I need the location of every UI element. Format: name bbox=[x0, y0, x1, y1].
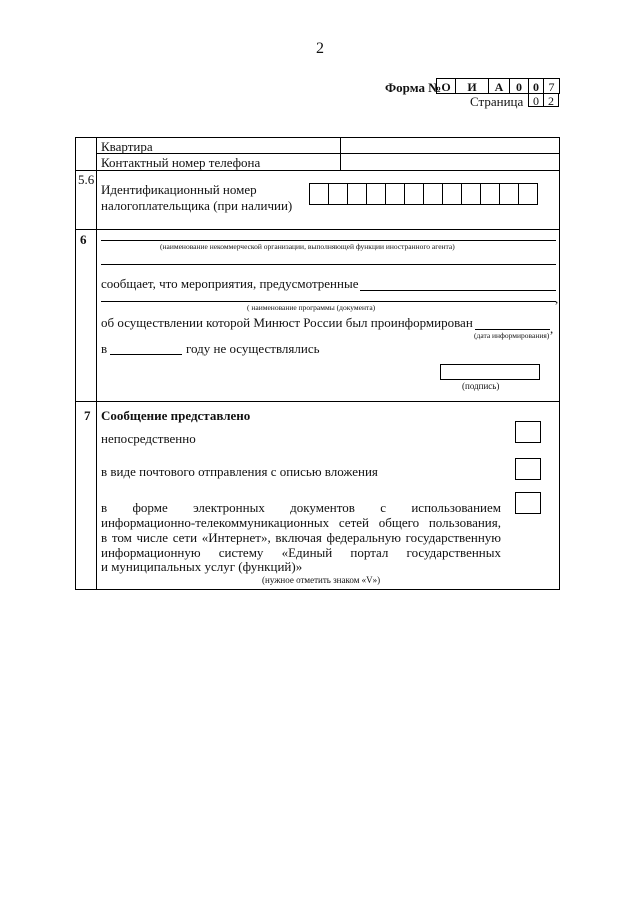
reports-text: сообщает, что мероприятия, предусмотренные bbox=[101, 276, 359, 291]
org-name-line-2[interactable] bbox=[101, 264, 556, 265]
program-line-2[interactable] bbox=[101, 301, 556, 302]
page-number: 2 bbox=[316, 40, 324, 57]
form-code-cell: О bbox=[436, 78, 456, 94]
option-electronic-line: и муниципальных услуг (функций)» bbox=[101, 559, 303, 574]
program-caption: ( наименование программы (документа) bbox=[247, 303, 376, 312]
inn-digit-cell[interactable] bbox=[461, 183, 481, 205]
inn-digit-cell[interactable] bbox=[423, 183, 443, 205]
page-cell: 0 bbox=[528, 93, 544, 107]
phone-label: Контактный номер телефона bbox=[101, 155, 261, 170]
form-code-cell: И bbox=[455, 78, 489, 94]
option-electronic-line: информационно-телекоммуникационных сетей общего пользования, bbox=[101, 515, 501, 530]
comma: , bbox=[555, 291, 559, 306]
in-prefix: в bbox=[101, 341, 108, 356]
program-line[interactable] bbox=[360, 290, 556, 291]
inn-label-line2: налогоплательщика (при наличии) bbox=[101, 198, 293, 213]
option-electronic-checkbox[interactable] bbox=[515, 492, 541, 514]
informed-text: об осуществлении которой Минюст России был проинформирован bbox=[101, 315, 473, 330]
inn-digit-cell[interactable] bbox=[385, 183, 405, 205]
option-electronic-line: в форме электронных документов с использованием bbox=[101, 500, 501, 515]
date-line[interactable] bbox=[475, 329, 550, 330]
org-caption: (наименование некоммерческой организации, выполняющей функции иностранного агента) bbox=[160, 242, 455, 251]
inn-digit-cell[interactable] bbox=[499, 183, 519, 205]
signature-caption: (подпись) bbox=[462, 381, 500, 391]
org-name-line[interactable] bbox=[101, 240, 556, 241]
option-mail-checkbox[interactable] bbox=[515, 458, 541, 480]
inn-digit-cell[interactable] bbox=[442, 183, 462, 205]
year-line[interactable] bbox=[110, 354, 182, 355]
inn-digit-cell[interactable] bbox=[404, 183, 424, 205]
inn-digit-cell[interactable] bbox=[480, 183, 500, 205]
inn-digit-cell[interactable] bbox=[518, 183, 538, 205]
signature-box[interactable] bbox=[440, 364, 540, 380]
date-caption: (дата информирования) bbox=[474, 331, 550, 340]
inn-digit-cell[interactable] bbox=[328, 183, 348, 205]
year-suffix: году не осуществлялись bbox=[186, 341, 320, 356]
option-electronic-line: информационную систему «Единый портал государственных bbox=[101, 545, 501, 560]
page-label: Страница bbox=[470, 94, 524, 109]
page-cell: 2 bbox=[543, 93, 559, 107]
row-number-6: 6 bbox=[80, 232, 87, 247]
form-code-cell: А bbox=[488, 78, 510, 94]
inn-digit-cell[interactable] bbox=[347, 183, 367, 205]
option-electronic-line: в том числе сети «Интернет», включая федеральную государственную bbox=[101, 530, 501, 545]
inn-digit-cell[interactable] bbox=[366, 183, 386, 205]
form-code-cell: 0 bbox=[528, 78, 544, 94]
option-direct-checkbox[interactable] bbox=[515, 421, 541, 443]
form-code-cell: 0 bbox=[509, 78, 529, 94]
form-label: Форма № bbox=[385, 80, 442, 95]
inn-label-line1: Идентификационный номер bbox=[101, 182, 257, 197]
option-direct-label: непосредственно bbox=[101, 431, 196, 446]
row-number-7: 7 bbox=[84, 408, 91, 423]
comma: , bbox=[550, 321, 554, 336]
option-mail-label: в виде почтового отправления с описью вложения bbox=[101, 464, 378, 479]
apartment-label: Квартира bbox=[101, 139, 153, 154]
mark-caption: (нужное отметить знаком «V») bbox=[262, 575, 381, 585]
section-7-title: Сообщение представлено bbox=[101, 408, 251, 423]
row-number-5-6: 5.6 bbox=[78, 172, 95, 187]
form-code-cell: 7 bbox=[543, 78, 560, 94]
inn-digit-cell[interactable] bbox=[309, 183, 329, 205]
